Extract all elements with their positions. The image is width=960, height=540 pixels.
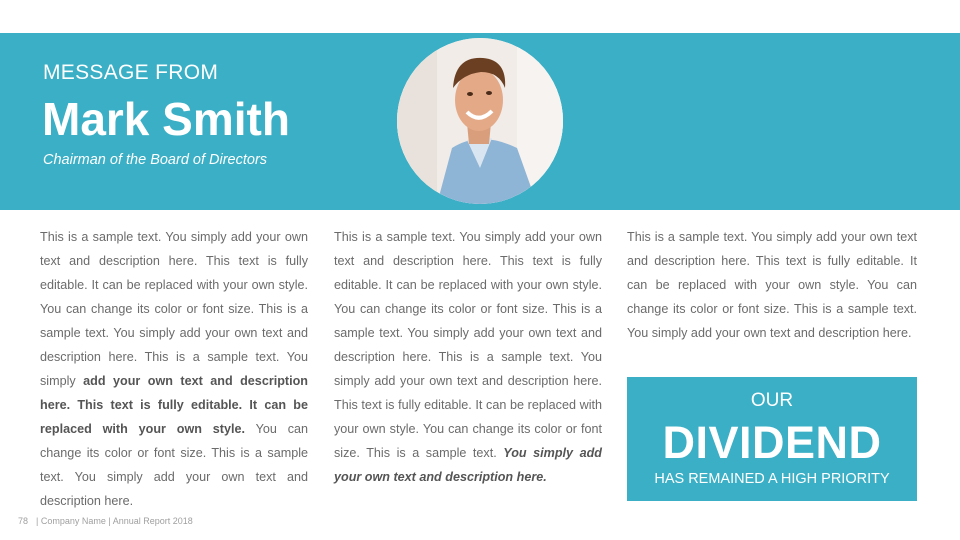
dividend-main-label: DIVIDEND <box>662 417 882 468</box>
dividend-top-label: OUR <box>750 390 794 411</box>
chairman-photo <box>397 38 563 204</box>
column-1-paragraph <box>40 225 308 513</box>
column-1-bold-text: add your own text and description here. This text is fully editable. It can be replaced with your own style. <box>40 374 308 436</box>
column-2-text: This is a sample text. You simply add your own text and description here. This text is fully editable. It can be replaced with your own style. You can change its color or font size. This is a sample text. You simply add your own text and description here. This is a sample text. You simply add your own text and description here. This text is fully editable. It can be replaced with your own style. You can change its color or font size. This is a sample text. <box>334 230 602 460</box>
column-3-paragraph: This is a sample text. You simply add your own text and description here. This text is fully editable. It can be replaced with your own style. You can change its color or font size. This is a sample text. You simply add your own text and description here. <box>627 230 917 340</box>
chairman-name: Mark Smith <box>42 93 290 145</box>
column-2-bold-italic-text: You simply add your own text and description here. <box>334 446 602 484</box>
page-number: 78 <box>18 516 29 526</box>
text-column-2 <box>334 225 602 489</box>
slide-footer <box>18 516 193 526</box>
dividend-sub-label: HAS REMAINED A HIGH PRIORITY <box>654 471 890 487</box>
message-from-label: MESSAGE FROM <box>43 61 219 84</box>
column-1-text-end: You can change its color or font size. This is a sample text. You simply add your own text and description here. <box>40 422 308 508</box>
column-1-text: This is a sample text. You simply add your own text and description here. This text is fully editable. It can be replaced with your own style. You can change its color or font size. This is a sample text. You simply add your own text and description here. This is a sample text. You simply <box>40 230 308 388</box>
dividend-callout <box>627 377 917 501</box>
text-column-1 <box>40 225 308 513</box>
column-2-paragraph <box>334 225 602 489</box>
chairman-role: Chairman of the Board of Directors <box>43 152 268 168</box>
text-column-3 <box>627 225 917 345</box>
footer-text: | Company Name | Annual Report 2018 <box>36 516 193 526</box>
